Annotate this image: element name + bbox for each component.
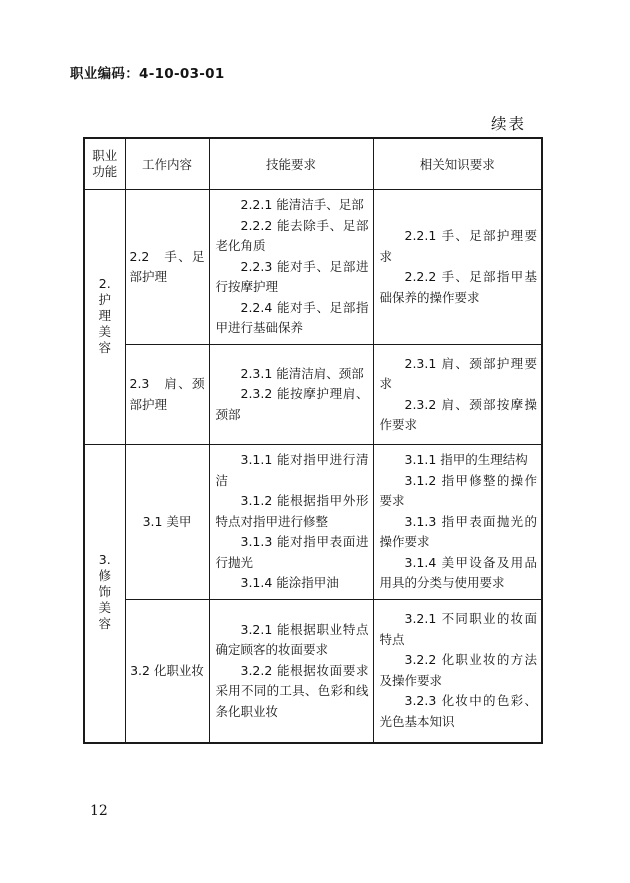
work-cell: 3.1 美甲 — [125, 445, 209, 600]
table-header-row — [84, 138, 542, 190]
skill-cell: 3.2.1 能根据职业特点确定顾客的妆面要求 3.2.2 能根据妆面要求采用不同的工具、色彩和线条化职业妆 — [209, 600, 373, 743]
knowledge-cell: 3.2.1 不同职业的妆面特点 3.2.2 化职业妆的方法及操作要求 3.2.3 化妆中的色彩、光色基本知识 — [373, 600, 542, 743]
function-cell: 2. 护理美容 — [84, 190, 125, 445]
table-row — [84, 445, 542, 600]
skill-cell: 3.1.1 能对指甲进行清洁 3.1.2 能根据指甲外形特点对指甲进行修整 3.1.3 能对指甲表面进行抛光 3.1.4 能涂指甲油 — [209, 445, 373, 600]
skill-cell: 2.3.1 能清洁肩、颈部 2.3.2 能按摩护理肩、颈部 — [209, 345, 373, 445]
header-function: 职业功能 — [84, 138, 125, 190]
function-cell: 3. 修饰美容 — [84, 445, 125, 743]
occupation-code: 职业编码：4-10-03-01 — [70, 66, 225, 82]
header-work: 工作内容 — [125, 138, 209, 190]
skill-cell: 2.2.1 能清洁手、足部 2.2.2 能去除手、足部老化角质 2.2.3 能对手、足部进行按摩护理 2.2.4 能对手、足部指甲进行基础保养 — [209, 190, 373, 345]
work-cell: 3.2 化职业妆 — [125, 600, 209, 743]
knowledge-cell: 3.1.1 指甲的生理结构 3.1.2 指甲修整的操作要求 3.1.3 指甲表面抛光的操作要求 3.1.4 美甲设备及用品用具的分类与使用要求 — [373, 445, 542, 600]
table-row — [84, 345, 542, 445]
continued-table-label: 续表 — [491, 115, 527, 133]
work-cell: 2.3 肩、颈部护理 — [125, 345, 209, 445]
header-skill: 技能要求 — [209, 138, 373, 190]
header-knowledge: 相关知识要求 — [373, 138, 542, 190]
page-number: 12 — [90, 803, 108, 819]
table-row — [84, 190, 542, 345]
work-cell: 2.2 手、足部护理 — [125, 190, 209, 345]
knowledge-cell: 2.2.1 手、足部护理要求 2.2.2 手、足部指甲基础保养的操作要求 — [373, 190, 542, 345]
skill-requirements-table — [83, 137, 543, 744]
knowledge-cell: 2.3.1 肩、颈部护理要求 2.3.2 肩、颈部按摩操作要求 — [373, 345, 542, 445]
table-row — [84, 600, 542, 743]
